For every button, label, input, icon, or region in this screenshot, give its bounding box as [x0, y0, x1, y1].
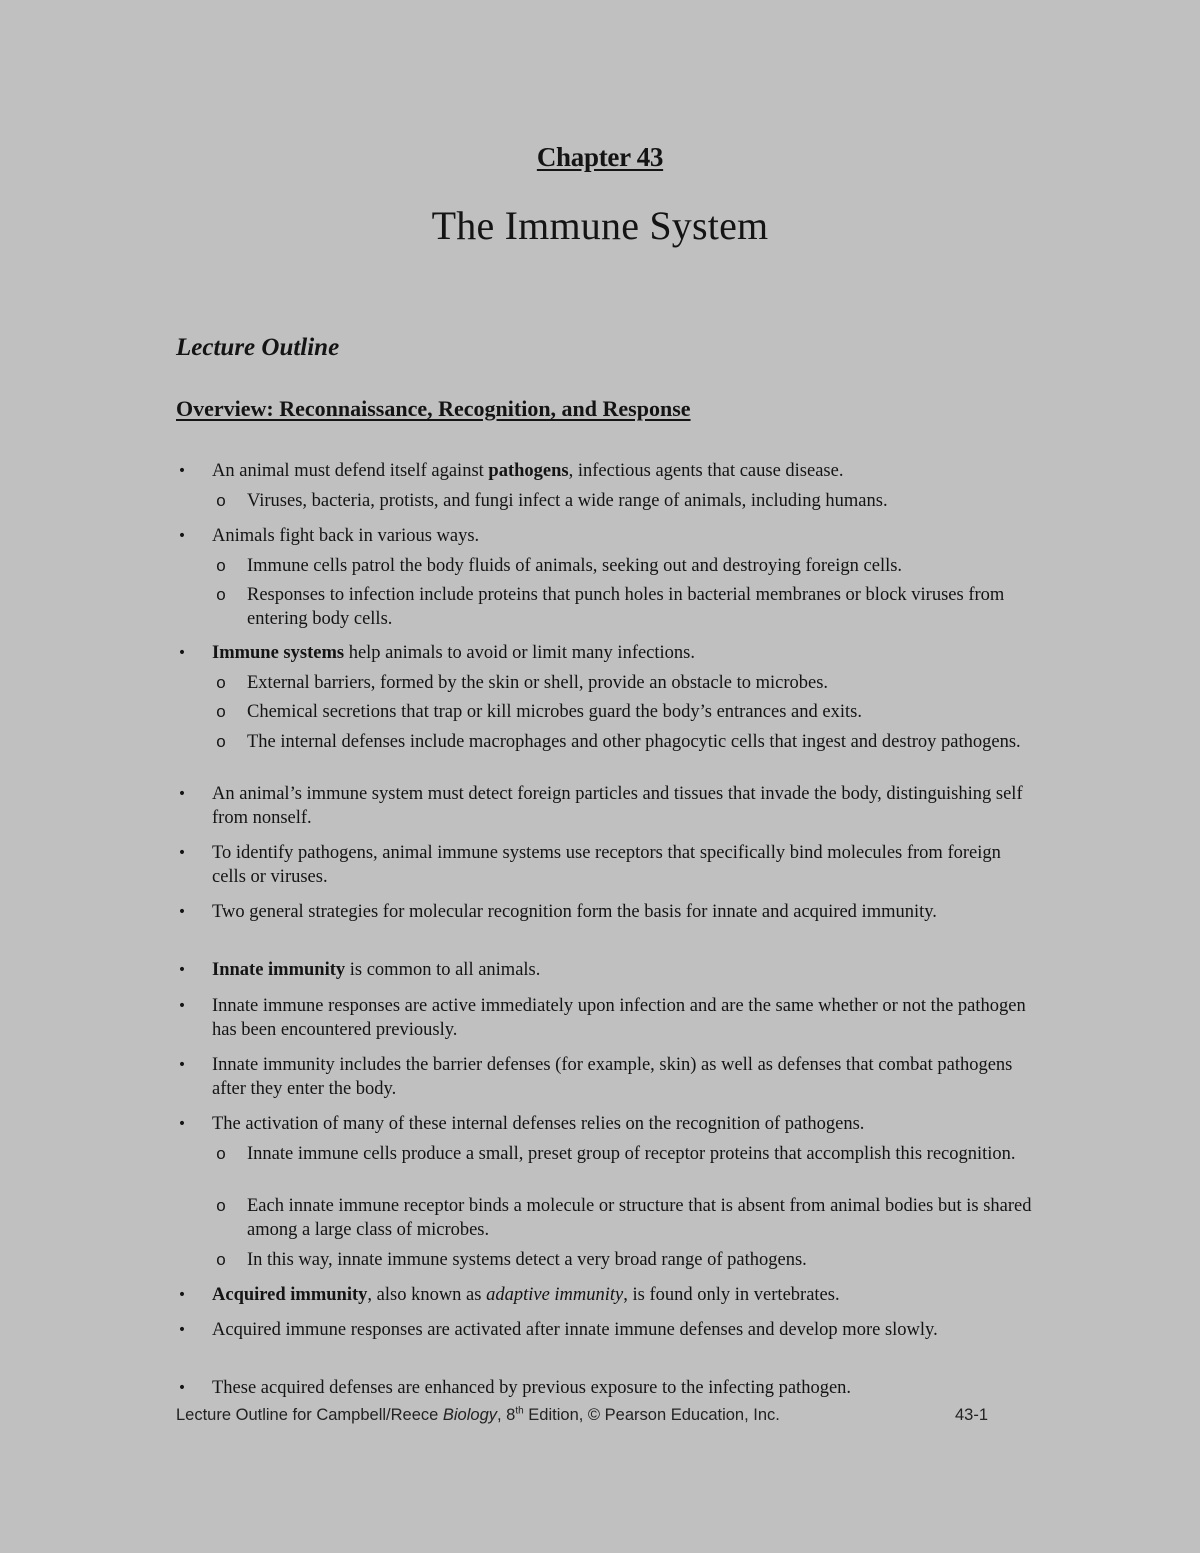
- chapter-heading: Chapter 43: [536, 142, 664, 172]
- item-text: An animal must defend itself against: [212, 461, 489, 481]
- sub-bullet-marker: o: [216, 702, 226, 721]
- list-item: [177, 1053, 1032, 1101]
- footer-book-title: Biology: [442, 1406, 498, 1424]
- sub-bullet-marker: o: [216, 585, 226, 604]
- list-item: [177, 994, 1032, 1042]
- sub-bullet-marker: o: [216, 732, 226, 751]
- list-item: [177, 1318, 1032, 1342]
- key-term: pathogens: [488, 461, 569, 481]
- bullet-marker: •: [177, 1116, 187, 1132]
- key-term: Immune systems: [212, 643, 345, 663]
- sub-list-item: [216, 1248, 1037, 1272]
- key-term: Acquired immunity: [212, 1285, 368, 1305]
- list-item: [177, 782, 1032, 830]
- page-number: 43-1: [954, 1406, 988, 1424]
- sub-list-item: [216, 1194, 1037, 1242]
- footer-text: Lecture Outline for Campbell/Reece: [176, 1406, 443, 1424]
- list-item: [177, 459, 1032, 483]
- sub-bullet-marker: o: [216, 556, 226, 575]
- item-text: Chemical secretions that trap or kill microbes guard the body’s entrances and exits.: [247, 702, 862, 722]
- item-text: Viruses, bacteria, protists, and fungi infect a wide range of animals, including humans.: [247, 491, 888, 511]
- bullet-marker: •: [177, 845, 187, 861]
- page-footer: [176, 1406, 988, 1425]
- footer-edition-suffix: th: [515, 1405, 524, 1417]
- item-text: Each innate immune receptor binds a molecule or structure that is absent from animal bodies but is shared among a large class of microbes.: [247, 1196, 1032, 1240]
- bullet-marker: •: [177, 1287, 187, 1303]
- bullet-marker: •: [177, 962, 187, 978]
- list-item: [177, 841, 1032, 889]
- list-item: [177, 641, 1032, 665]
- sub-list-item: [216, 700, 1037, 724]
- item-text: Immune cells patrol the body fluids of animals, seeking out and destroying foreign cells.: [247, 556, 903, 576]
- sub-list-item: [216, 671, 1037, 695]
- emphasis-term: adaptive immunity: [486, 1285, 624, 1305]
- item-text: Innate immunity includes the barrier defenses (for example, skin) as well as defenses that combat pathogens after they enter the body.: [212, 1055, 1013, 1099]
- bullet-marker: •: [177, 786, 187, 802]
- item-text: Innate immune responses are active immediately upon infection and are the same whether or not the pathogen has been encountered previously.: [212, 996, 1026, 1040]
- item-text: These acquired defenses are enhanced by previous exposure to the infecting pathogen.: [212, 1378, 852, 1398]
- item-text: The activation of many of these internal defenses relies on the recognition of pathogens.: [212, 1114, 865, 1134]
- bullet-marker: •: [177, 998, 187, 1014]
- item-text: Innate immune cells produce a small, preset group of receptor proteins that accomplish this recognition.: [247, 1144, 1016, 1164]
- item-text: , also known as: [367, 1285, 487, 1305]
- item-text: Acquired immune responses are activated after innate immune defenses and develop more slowly.: [212, 1320, 938, 1340]
- item-text: An animal’s immune system must detect foreign particles and tissues that invade the body, distinguishing self from nonself.: [212, 784, 1023, 828]
- footer-edition: , 8: [497, 1406, 516, 1424]
- item-text: , is found only in vertebrates.: [623, 1285, 840, 1305]
- item-text: External barriers, formed by the skin or shell, provide an obstacle to microbes.: [247, 673, 829, 693]
- bullet-marker: •: [177, 1057, 187, 1073]
- bullet-marker: •: [177, 528, 187, 544]
- sub-list-item: [216, 489, 1037, 513]
- list-item: [177, 900, 1032, 924]
- bullet-marker: •: [177, 1322, 187, 1338]
- footer-publisher: Edition, © Pearson Education, Inc.: [523, 1406, 780, 1424]
- item-text: In this way, innate immune systems detect a very broad range of pathogens.: [247, 1250, 807, 1270]
- sub-list-item: [216, 554, 1037, 578]
- sub-list-item: [216, 730, 1037, 754]
- bullet-marker: •: [177, 904, 187, 920]
- item-text: The internal defenses include macrophages and other phagocytic cells that ingest and destroy pathogens.: [247, 732, 1021, 752]
- item-text: help animals to avoid or limit many infections.: [344, 643, 695, 663]
- item-text: Animals fight back in various ways.: [212, 526, 480, 546]
- item-text: , infectious agents that cause disease.: [568, 461, 844, 481]
- page-title: The Immune System: [431, 203, 769, 248]
- bullet-marker: •: [177, 463, 187, 479]
- key-term: Innate immunity: [212, 960, 346, 980]
- bullet-marker: •: [177, 1380, 187, 1396]
- list-item: [177, 1283, 1032, 1307]
- item-text: To identify pathogens, animal immune systems use receptors that specifically bind molecules from foreign cells or viruses.: [212, 843, 1001, 887]
- item-text: is common to all animals.: [345, 960, 541, 980]
- sub-bullet-marker: o: [216, 673, 226, 692]
- item-text: Responses to infection include proteins that punch holes in bacterial membranes or block viruses from entering body cells.: [247, 585, 1005, 629]
- list-item: [177, 1112, 1032, 1136]
- sub-list-item: [216, 1142, 1037, 1166]
- sub-list-item: [216, 583, 1037, 631]
- sub-bullet-marker: o: [216, 1250, 226, 1269]
- sub-bullet-marker: o: [216, 1144, 226, 1163]
- section-heading: Lecture Outline: [176, 334, 340, 361]
- item-text: Two general strategies for molecular recognition form the basis for innate and acquired immunity.: [212, 902, 937, 922]
- list-item: [177, 524, 1032, 548]
- sub-bullet-marker: o: [216, 1196, 226, 1215]
- list-item: [177, 958, 1032, 982]
- list-item: [177, 1376, 1032, 1400]
- sub-bullet-marker: o: [216, 491, 226, 510]
- overview-heading: Overview: Reconnaissance, Recognition, and Response: [176, 396, 691, 421]
- bullet-marker: •: [177, 645, 187, 661]
